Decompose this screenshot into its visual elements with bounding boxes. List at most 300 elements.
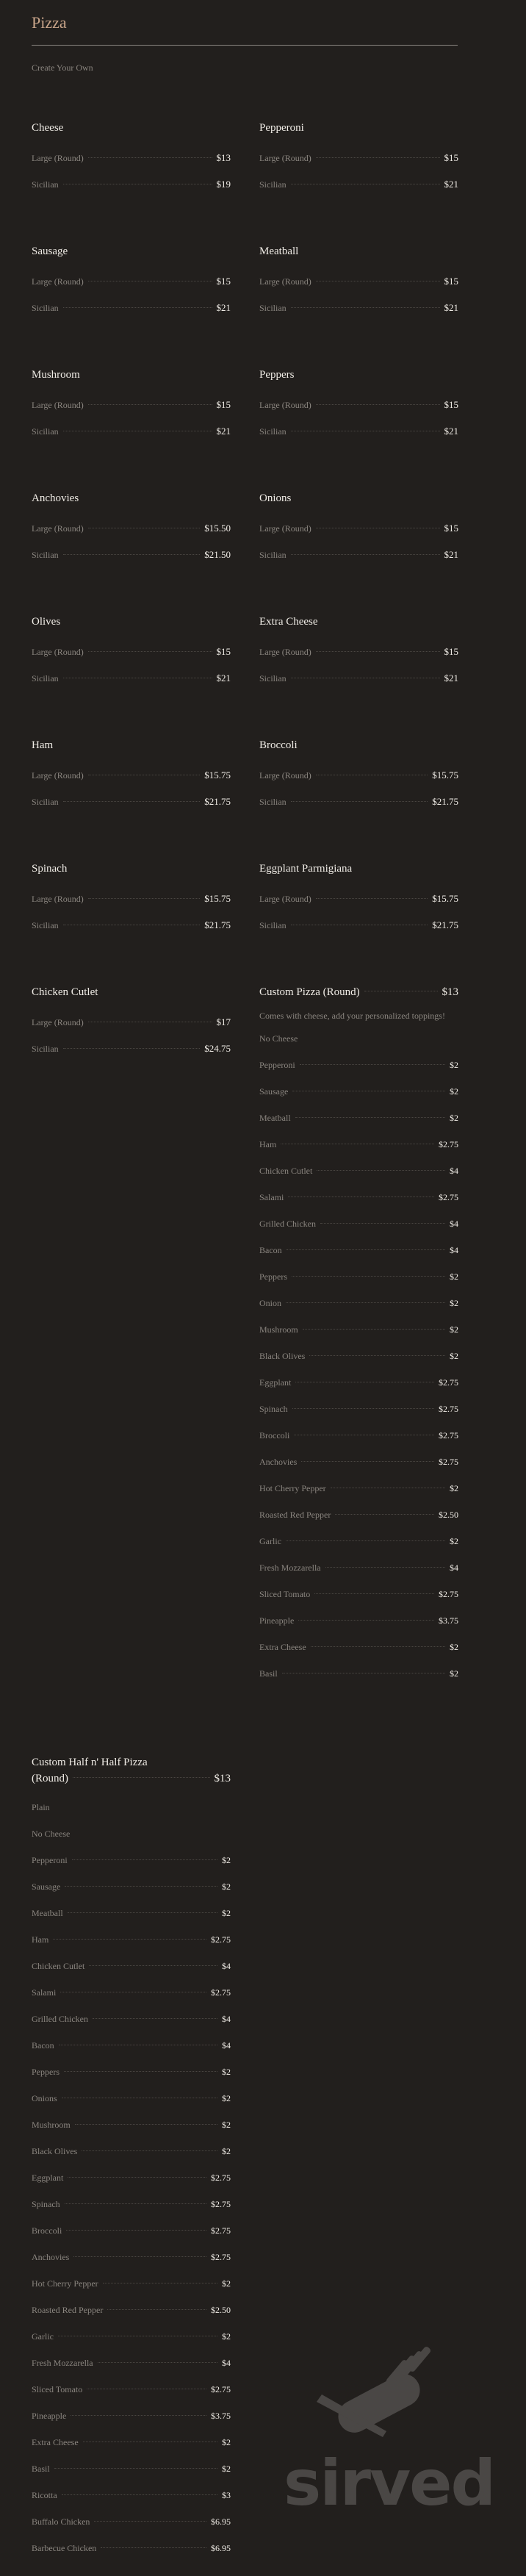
price-row: [32, 145, 231, 171]
price: $21: [444, 549, 458, 560]
topping-label: Salami: [259, 1192, 284, 1202]
size-label: Large (Round): [32, 523, 84, 534]
topping-option: [259, 1607, 458, 1634]
topping-label: Onions: [32, 2093, 57, 2103]
topping-option: [259, 1078, 458, 1105]
topping-price: $3: [222, 2490, 231, 2500]
price-row: [259, 886, 458, 912]
topping-price: $2.75: [211, 2252, 231, 2262]
topping-label: Peppers: [32, 2067, 60, 2077]
topping-price: $2.75: [211, 2173, 231, 2183]
custom-pizza-header: [259, 984, 458, 1000]
size-label: Sicilian: [259, 920, 287, 930]
size-label: Sicilian: [32, 673, 59, 684]
price: $21: [444, 426, 458, 437]
price-row: [259, 912, 458, 939]
dot-leader: [63, 307, 212, 308]
size-label: Large (Round): [32, 400, 84, 410]
topping-price: $2: [222, 2093, 231, 2103]
topping-option: [259, 1343, 458, 1369]
topping-option: [259, 1660, 458, 1687]
topping-price: $2: [222, 2464, 231, 2474]
dot-leader: [63, 554, 201, 555]
price-row: [32, 665, 231, 692]
dot-leader: [88, 157, 212, 158]
topping-price: $2.75: [439, 1192, 458, 1202]
topping-label: Ham: [32, 1934, 49, 1945]
topping-price: $2.75: [211, 1934, 231, 1945]
topping-price: $2.75: [439, 1377, 458, 1388]
topping-label: Eggplant: [32, 2173, 64, 2183]
price: $21: [444, 302, 458, 313]
dot-leader: [65, 1886, 217, 1887]
dot-leader: [320, 1223, 445, 1224]
topping-price: $2.75: [211, 2199, 231, 2209]
menu-item: [259, 491, 458, 568]
size-label: Sicilian: [259, 797, 287, 807]
topping-option: [259, 1131, 458, 1158]
menu-item: [32, 121, 231, 198]
price-row: [32, 1009, 231, 1036]
price-row: [259, 762, 458, 789]
topping-option: [32, 2138, 231, 2164]
price: $15: [216, 276, 231, 287]
topping-label: Sliced Tomato: [32, 2384, 83, 2394]
topping-label: Ricotta: [32, 2490, 57, 2500]
size-label: Large (Round): [32, 647, 84, 657]
price-row: [259, 542, 458, 568]
price-row: [32, 912, 231, 939]
page-title: Pizza: [32, 13, 67, 32]
topping-price: $2: [450, 1271, 458, 1282]
topping-price: $2: [450, 1351, 458, 1361]
menu-item-name: Sausage: [32, 245, 68, 257]
topping-label: Mushroom: [32, 2120, 71, 2130]
topping-label: Garlic: [32, 2331, 54, 2342]
size-label: Large (Round): [32, 276, 84, 287]
topping-label: Roasted Red Pepper: [259, 1510, 331, 1520]
topping-label: Meatball: [32, 1908, 63, 1918]
topping-price: $4: [450, 1166, 458, 1176]
price: $19: [216, 179, 231, 190]
topping-price: $2: [222, 2437, 231, 2447]
topping-option: [259, 1369, 458, 1396]
dot-leader: [286, 1540, 445, 1541]
menu-item-name: Spinach: [32, 863, 68, 875]
size-label: Sicilian: [32, 179, 59, 190]
topping-price: $6.95: [211, 2516, 231, 2527]
topping-label: Mushroom: [259, 1324, 298, 1335]
topping-option: [259, 1263, 458, 1290]
topping-label: Fresh Mozzarella: [259, 1563, 321, 1573]
custom-pizza-round: [259, 984, 458, 1687]
price-row: [259, 145, 458, 171]
topping-price: $2: [450, 1668, 458, 1679]
price: $15.75: [432, 893, 458, 904]
topping-option: [32, 1873, 231, 1900]
size-label: Sicilian: [259, 550, 287, 560]
price-row: [259, 392, 458, 418]
topping-price: $2: [222, 1855, 231, 1865]
dot-leader: [53, 1939, 206, 1940]
topping-option: [32, 2455, 231, 2482]
dot-leader: [63, 801, 201, 802]
topping-label: Eggplant: [259, 1377, 292, 1388]
topping-option: [259, 1184, 458, 1210]
dot-leader: [88, 898, 200, 899]
topping-option: [259, 1052, 458, 1078]
topping-option: [32, 2508, 231, 2535]
size-label: Large (Round): [259, 647, 311, 657]
topping-label: Spinach: [32, 2199, 60, 2209]
price-row: [32, 789, 231, 815]
dot-leader: [309, 1355, 445, 1356]
dot-leader: [311, 1646, 445, 1647]
price-row: [32, 268, 231, 295]
dot-leader: [94, 2521, 206, 2522]
price-row: [259, 268, 458, 295]
menu-item-name: Eggplant Parmigiana: [259, 863, 353, 875]
topping-option: [32, 2403, 231, 2429]
price-row: [32, 171, 231, 198]
topping-label: Hot Cherry Pepper: [259, 1483, 326, 1493]
topping-label: Roasted Red Pepper: [32, 2305, 104, 2315]
topping-price: $4: [222, 1961, 231, 1971]
price: $15: [444, 399, 458, 410]
menu-item: [259, 367, 458, 445]
topping-label: Barbecue Chicken: [32, 2543, 97, 2553]
price-row: [32, 392, 231, 418]
section-subtitle: Create Your Own: [32, 62, 93, 73]
dot-leader: [63, 1048, 201, 1049]
topping-price: $2: [450, 1113, 458, 1123]
custom-half-name-line1: Custom Half n' Half Pizza: [32, 1757, 148, 1768]
dot-leader: [71, 2415, 206, 2416]
topping-option: [32, 1979, 231, 2006]
topping-label: Anchovies: [32, 2252, 70, 2262]
price-row: [259, 515, 458, 542]
menu-item-name: Anchovies: [32, 492, 79, 504]
menu-item-name: Onions: [259, 492, 292, 504]
topping-price: $2.75: [439, 1404, 458, 1414]
custom-pizza-price: $13: [442, 986, 458, 998]
menu-item-name: Ham: [32, 739, 54, 751]
dot-leader: [291, 307, 440, 308]
topping-label: Sliced Tomato: [259, 1589, 311, 1599]
topping-option: [32, 2482, 231, 2508]
topping-option: [259, 1422, 458, 1449]
size-label: Large (Round): [32, 153, 84, 163]
topping-price: $2: [450, 1536, 458, 1546]
price: $21.75: [432, 796, 458, 807]
topping-option: [259, 1237, 458, 1263]
topping-price: $4: [222, 2358, 231, 2368]
topping-price: $2: [222, 1881, 231, 1892]
price: $13: [216, 152, 231, 163]
size-label: Sicilian: [259, 673, 287, 684]
menu-item: [259, 244, 458, 321]
dot-leader: [62, 2494, 217, 2495]
topping-option: [32, 2006, 231, 2032]
price: $15.50: [204, 523, 231, 534]
price: $15: [444, 523, 458, 534]
custom-pizza-description: Comes with cheese, add your personalized toppings!: [259, 1011, 445, 1021]
custom-half-pizza: [32, 1754, 231, 2561]
price-row: [32, 295, 231, 321]
topping-label: Fresh Mozzarella: [32, 2358, 93, 2368]
dot-leader: [316, 404, 440, 405]
dot-leader: [68, 2177, 206, 2178]
menu-item-name: Olives: [32, 616, 61, 628]
menu-item-name: Mushroom: [32, 369, 80, 381]
price-row: [259, 418, 458, 445]
dot-leader: [298, 1620, 434, 1621]
topping-option: [259, 1396, 458, 1422]
topping-label: Grilled Chicken: [32, 2014, 88, 2024]
topping-option: [259, 1449, 458, 1475]
dot-leader: [288, 1196, 434, 1197]
price: $21: [216, 426, 231, 437]
topping-label: No Cheese: [32, 1829, 71, 1839]
dot-leader: [300, 1064, 445, 1065]
topping-price: $2: [222, 1908, 231, 1918]
price-row: [32, 515, 231, 542]
topping-price: $4: [222, 2040, 231, 2051]
topping-option: [259, 1105, 458, 1131]
topping-option: [32, 2164, 231, 2191]
dot-leader: [73, 2256, 206, 2257]
topping-price: $2.75: [439, 1139, 458, 1149]
size-label: Sicilian: [32, 1044, 59, 1054]
custom-pizza-name: Custom Pizza (Round): [259, 986, 360, 998]
size-label: Large (Round): [259, 400, 311, 410]
dot-leader: [64, 2071, 217, 2072]
dot-leader: [316, 898, 428, 899]
topping-label: Salami: [32, 1987, 57, 1998]
dot-leader: [68, 1912, 217, 1913]
topping-option: [259, 1528, 458, 1554]
topping-option: [32, 2217, 231, 2244]
menu-item: [259, 614, 458, 692]
price: $21: [216, 672, 231, 684]
price: $15: [444, 276, 458, 287]
topping-label: Meatball: [259, 1113, 291, 1123]
dot-leader: [89, 1965, 217, 1966]
topping-option: [32, 2429, 231, 2455]
topping-price: $2.75: [439, 1457, 458, 1467]
dot-leader: [301, 1461, 434, 1462]
menu-item: [32, 738, 231, 815]
size-label: Large (Round): [259, 276, 311, 287]
topping-option: [32, 2112, 231, 2138]
size-label: Sicilian: [32, 426, 59, 437]
topping-label: Buffalo Chicken: [32, 2516, 90, 2527]
price-row: [32, 639, 231, 665]
sirved-logo: [284, 2343, 495, 2527]
topping-price: $6.95: [211, 2543, 231, 2553]
topping-label: Sausage: [32, 1881, 61, 1892]
price: $17: [216, 1016, 231, 1027]
price-row: [32, 1036, 231, 1062]
topping-label: Chicken Cutlet: [32, 1961, 85, 1971]
topping-price: $3.75: [211, 2411, 231, 2421]
topping-option: [32, 1926, 231, 1953]
topping-label: Basil: [259, 1668, 278, 1679]
price-row: [32, 418, 231, 445]
topping-price: $2: [222, 2278, 231, 2289]
topping-price: $2: [222, 2120, 231, 2130]
dot-leader: [286, 1302, 445, 1303]
topping-price: $2.50: [439, 1510, 458, 1520]
menu-item: [259, 121, 458, 198]
topping-option: [32, 1794, 231, 1820]
topping-label: Pineapple: [259, 1615, 295, 1626]
topping-option: [32, 2535, 231, 2561]
topping-label: Garlic: [259, 1536, 281, 1546]
size-label: Large (Round): [259, 770, 311, 781]
menu-item: [259, 738, 458, 815]
dot-leader: [101, 2547, 206, 2548]
topping-option: [32, 1820, 231, 1847]
topping-option: [32, 2244, 231, 2270]
topping-price: $2.75: [439, 1589, 458, 1599]
price: $21.75: [204, 919, 231, 930]
size-label: Large (Round): [32, 770, 84, 781]
topping-price: $2: [222, 2146, 231, 2156]
dot-leader: [107, 2309, 206, 2310]
size-label: Sicilian: [32, 550, 59, 560]
price-row: [259, 665, 458, 692]
price: $21: [444, 672, 458, 684]
topping-label: Broccoli: [259, 1430, 290, 1441]
topping-option: [259, 1502, 458, 1528]
menu-item-name: Meatball: [259, 245, 299, 257]
topping-option: [259, 1475, 458, 1502]
price: $15: [216, 646, 231, 657]
dot-leader: [72, 1859, 217, 1860]
title-divider: [32, 45, 458, 46]
topping-price: $2.75: [211, 2384, 231, 2394]
topping-option: [259, 1581, 458, 1607]
topping-label: Pepperoni: [32, 1855, 68, 1865]
topping-label: Black Olives: [259, 1351, 306, 1361]
topping-option: [32, 1900, 231, 1926]
topping-option: [32, 2059, 231, 2085]
price: $21.75: [204, 796, 231, 807]
dot-leader: [316, 651, 440, 652]
topping-price: $2: [450, 1324, 458, 1335]
custom-half-header: [32, 1754, 231, 1787]
topping-label: Anchovies: [259, 1457, 298, 1467]
price-row: [32, 542, 231, 568]
price: $15: [444, 646, 458, 657]
topping-option: [32, 2085, 231, 2112]
menu-item: [32, 614, 231, 692]
price: $15: [216, 399, 231, 410]
custom-half-name-line2: (Round): [32, 1773, 68, 1784]
dot-leader: [317, 1170, 445, 1171]
topping-price: $2: [222, 2067, 231, 2077]
size-label: Large (Round): [259, 153, 311, 163]
menu-item: [259, 861, 458, 939]
dot-leader: [292, 1408, 434, 1409]
price-row: [259, 295, 458, 321]
size-label: Large (Round): [32, 894, 84, 904]
topping-option: [259, 1025, 458, 1052]
menu-item-name: Cheese: [32, 122, 64, 134]
dot-leader: [303, 1329, 445, 1330]
topping-option: [32, 2191, 231, 2217]
topping-label: Pepperoni: [259, 1060, 295, 1070]
topping-option: [32, 2323, 231, 2350]
topping-price: $2: [450, 1298, 458, 1308]
dot-leader: [75, 2124, 217, 2125]
price-row: [259, 171, 458, 198]
price-row: [259, 789, 458, 815]
topping-option: [32, 1953, 231, 1979]
dot-leader: [73, 1777, 210, 1778]
topping-option: [32, 2297, 231, 2323]
topping-price: $2.75: [439, 1430, 458, 1441]
menu-item: [32, 985, 231, 1062]
topping-price: $2: [450, 1086, 458, 1097]
dot-leader: [66, 2230, 206, 2231]
topping-option: [259, 1210, 458, 1237]
topping-price: $4: [450, 1219, 458, 1229]
custom-half-price: $13: [214, 1773, 231, 1784]
size-label: Sicilian: [259, 303, 287, 313]
price: $21: [216, 302, 231, 313]
topping-price: $4: [450, 1563, 458, 1573]
price: $24.75: [204, 1043, 231, 1054]
price-row: [32, 762, 231, 789]
topping-option: [259, 1634, 458, 1660]
topping-price: $2.75: [211, 2225, 231, 2236]
dot-leader: [65, 2203, 206, 2204]
dot-leader: [88, 404, 212, 405]
price: $15.75: [204, 893, 231, 904]
dot-leader: [88, 651, 212, 652]
topping-label: Peppers: [259, 1271, 287, 1282]
topping-label: Basil: [32, 2464, 50, 2474]
topping-price: $4: [450, 1245, 458, 1255]
menu-item-name: Peppers: [259, 369, 295, 381]
size-label: Sicilian: [32, 303, 59, 313]
menu-item: [32, 367, 231, 445]
topping-label: Onion: [259, 1298, 281, 1308]
topping-option: [32, 2350, 231, 2376]
size-label: Sicilian: [259, 179, 287, 190]
topping-option: [259, 1158, 458, 1184]
dot-leader: [292, 1276, 445, 1277]
topping-label: Grilled Chicken: [259, 1219, 316, 1229]
size-label: Large (Round): [259, 523, 311, 534]
topping-price: $2: [450, 1483, 458, 1493]
topping-option: [32, 1847, 231, 1873]
topping-price: $2: [450, 1060, 458, 1070]
topping-label: Ham: [259, 1139, 277, 1149]
topping-label: Black Olives: [32, 2146, 78, 2156]
topping-label: Extra Cheese: [259, 1642, 306, 1652]
topping-option: [259, 1290, 458, 1316]
topping-label: Bacon: [32, 2040, 54, 2051]
topping-price: $2: [222, 2331, 231, 2342]
menu-item: [32, 491, 231, 568]
menu-item-name: Chicken Cutlet: [32, 986, 98, 998]
price: $21.50: [204, 549, 231, 560]
dot-leader: [54, 2468, 217, 2469]
price: $15.75: [204, 769, 231, 781]
